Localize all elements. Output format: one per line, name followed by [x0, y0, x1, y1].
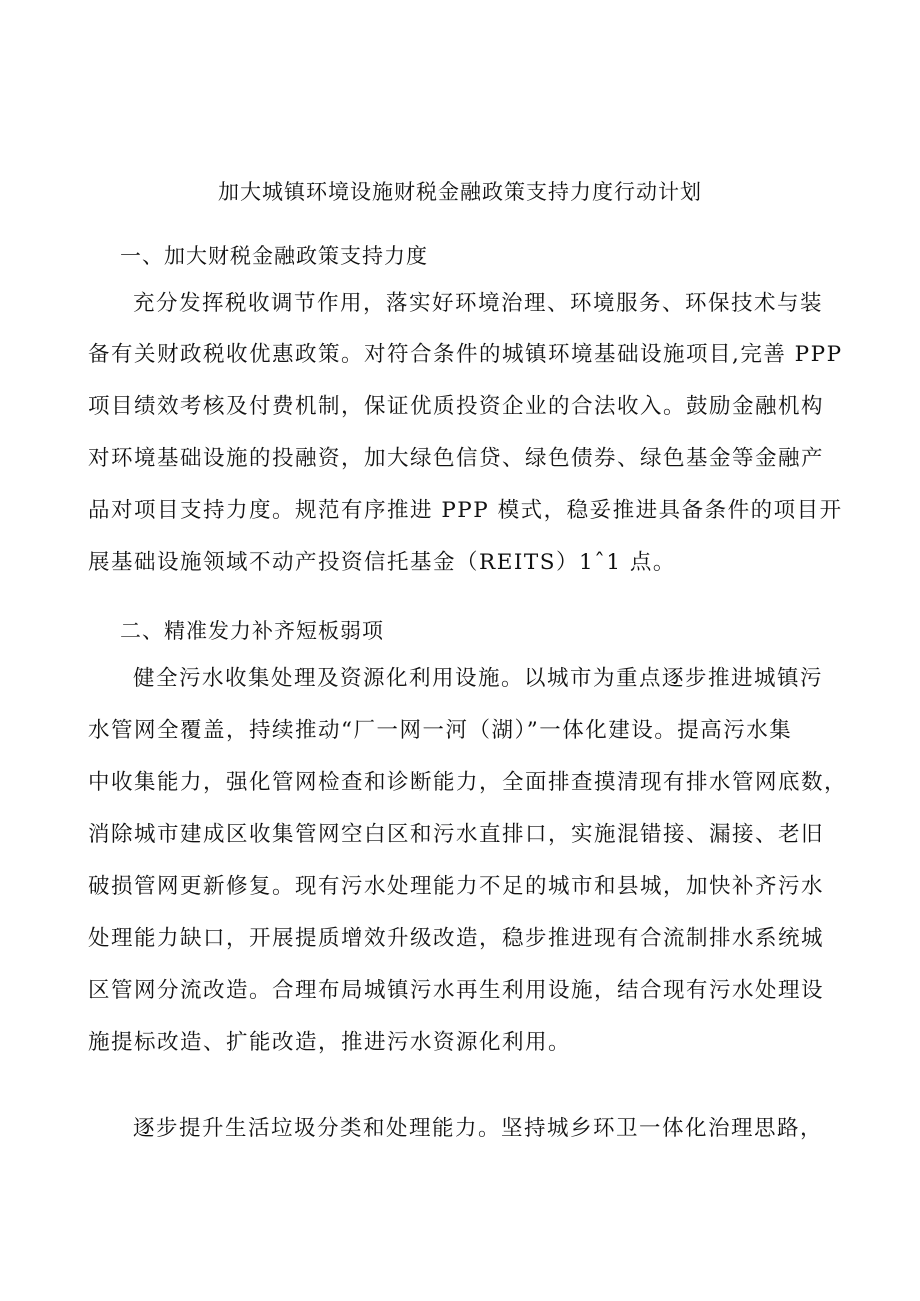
paragraph-line: 充分发挥税收调节作用，落实好环境治理、环境服务、环保技术与装	[133, 291, 824, 316]
paragraph-line: 消除城市建成区收集管网空白区和污水直排口，实施混错接、漏接、老旧	[88, 822, 825, 847]
document-title: 加大城镇环境设施财税金融政策支持力度行动计划	[218, 180, 702, 204]
paragraph-line: 中收集能力，强化管网检查和诊断能力，全面排查摸清现有排水管网底数，	[88, 770, 848, 795]
paragraph-line: 备有关财政税收优惠政策。对符合条件的城镇环境基础设施项目,完善 PPP	[88, 342, 843, 367]
paragraph-line: 破损管网更新修复。现有污水处理能力不足的城市和县城，加快补齐污水	[88, 874, 825, 899]
paragraph-line: 对环境基础设施的投融资，加大绿色信贷、绿色债券、绿色基金等金融产	[88, 446, 825, 471]
paragraph-line: 水管网全覆盖，持续推动“厂一网一河（湖）”一体化建设。提高污水集	[88, 718, 793, 743]
paragraph-line: 施提标改造、扩能改造，推进污水资源化利用。	[88, 1030, 572, 1055]
paragraph-line: 项目绩效考核及付费机制，保证优质投资企业的合法收入。鼓励金融机构	[88, 394, 825, 419]
paragraph-line: 品对项目支持力度。规范有序推进 PPP 模式，稳妥推进具备条件的项目开	[88, 498, 843, 523]
paragraph-line: 逐步提升生活垃圾分类和处理能力。坚持城乡环卫一体化治理思路，	[133, 1116, 824, 1141]
paragraph-line: 区管网分流改造。合理布局城镇污水再生利用设施，结合现有污水处理设	[88, 978, 825, 1003]
section-heading-1: 一、加大财税金融政策支持力度	[120, 244, 428, 268]
paragraph-line: 处理能力缺口，开展提质增效升级改造，稳步推进现有合流制排水系统城	[88, 926, 825, 951]
section-heading-2: 二、精准发力补齐短板弱项	[120, 619, 384, 643]
paragraph-line: 展基础设施领域不动产投资信托基金（REITS）1ˆ1 点。	[88, 550, 676, 575]
paragraph-line: 健全污水收集处理及资源化利用设施。以城市为重点逐步推进城镇污	[133, 666, 824, 691]
